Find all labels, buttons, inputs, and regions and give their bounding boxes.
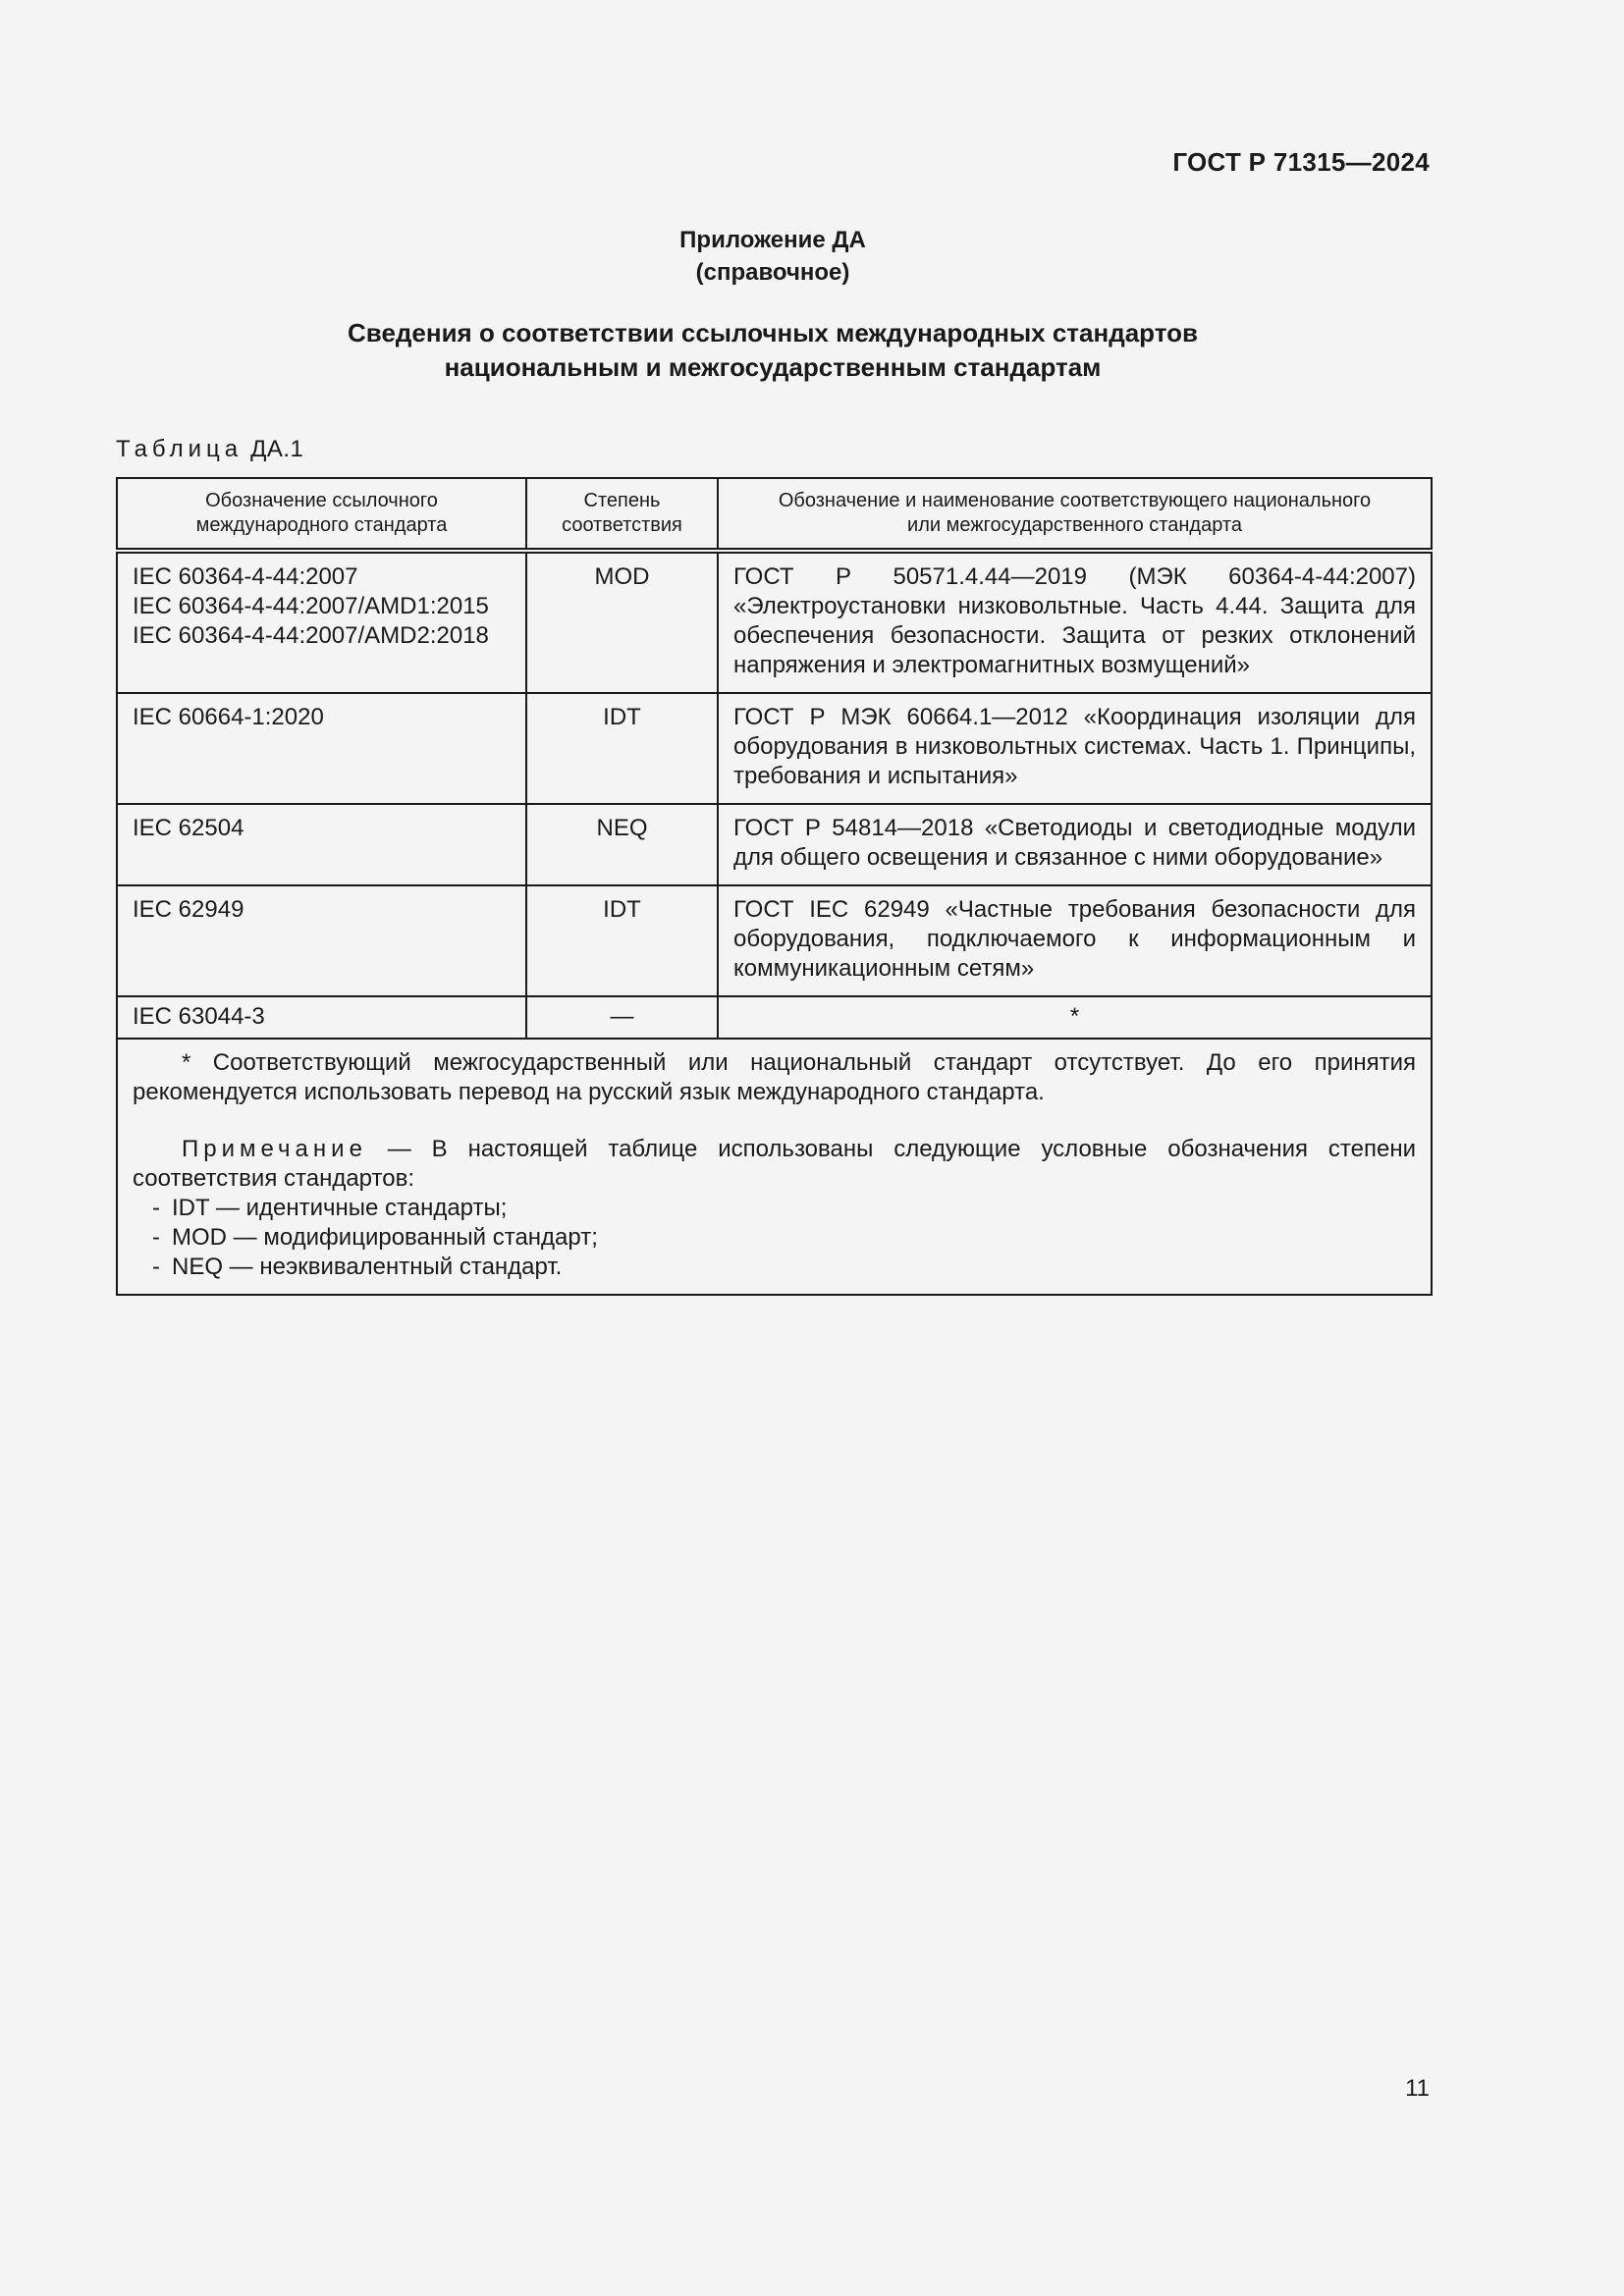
standard-code: IEC 63044-3 xyxy=(133,1003,265,1030)
cell-standard xyxy=(117,551,526,693)
page-title-line-1: Сведения о соответствии ссылочных международных стандартов xyxy=(348,318,1198,347)
standard-code: IEC 60364-4-44:2007/AMD2:2018 xyxy=(133,622,489,649)
legend-item: - NEQ — неэквивалентный стандарт. xyxy=(152,1254,563,1280)
header-line: соответствия xyxy=(562,514,682,536)
notes-row xyxy=(117,1039,1432,1295)
table-header-row xyxy=(117,478,1432,551)
standard-code: IEC 60664-1:2020 xyxy=(133,704,324,730)
table-caption xyxy=(116,436,303,463)
page-title xyxy=(0,316,1545,385)
document-code: ГОСТ Р 71315—2024 xyxy=(1172,147,1430,177)
table-caption-word: Таблица xyxy=(116,436,244,462)
correspondence-table xyxy=(116,477,1433,1296)
table-row xyxy=(117,996,1432,1039)
standard-code: IEC 60364-4-44:2007 xyxy=(133,563,358,590)
appendix-subtitle: (справочное) xyxy=(695,259,850,286)
header-line: Обозначение и наименование соответствующего национального xyxy=(778,490,1372,511)
cell-degree: — xyxy=(526,996,718,1039)
table-row xyxy=(117,551,1432,693)
cell-standard xyxy=(117,996,526,1039)
header-international-standard xyxy=(117,478,526,551)
header-national-standard xyxy=(718,478,1432,551)
standard-code: IEC 62504 xyxy=(133,815,244,841)
cell-national: * xyxy=(718,996,1432,1039)
cell-degree: IDT xyxy=(526,693,718,804)
legend-text: IDT — идентичные стандарты; xyxy=(172,1195,508,1221)
legend-text: NEQ — неэквивалентный стандарт. xyxy=(172,1254,563,1280)
cell-degree: NEQ xyxy=(526,804,718,885)
table-row xyxy=(117,885,1432,996)
header-line: международного стандарта xyxy=(195,514,448,536)
note-label: Примечание xyxy=(182,1136,367,1162)
header-line: Степень xyxy=(583,490,661,511)
appendix-title: Приложение ДА xyxy=(679,227,866,253)
cell-standard xyxy=(117,804,526,885)
legend-item: - MOD — модифицированный стандарт; xyxy=(152,1224,598,1251)
cell-national: ГОСТ Р 50571.4.44—2019 (МЭК 60364-4-44:2007) «Электроустановки низковольтные. Часть 4.44. Защита для обеспечения безопасности. Защита от резких отклонений напряжения и электромагнитных возмущений» xyxy=(718,551,1432,693)
cell-national: ГОСТ IEC 62949 «Частные требования безопасности для оборудования, подключаемого к информационным и коммуникационным сетям» xyxy=(718,885,1432,996)
appendix-heading xyxy=(0,224,1545,289)
legend-item: - IDT — идентичные стандарты; xyxy=(152,1195,508,1221)
header-line: или межгосударственного стандарта xyxy=(907,514,1242,536)
cell-degree: MOD xyxy=(526,551,718,693)
legend-text: MOD — модифицированный стандарт; xyxy=(172,1224,598,1251)
table-row xyxy=(117,804,1432,885)
note-text: — В настоящей таблице использованы следующие условные обозначения степени соответствия стандартов: xyxy=(133,1136,1416,1192)
table-caption-number: ДА.1 xyxy=(250,436,304,462)
table-footnote: * Соответствующий межгосударственный или национальный стандарт отсутствует. До его принятия рекомендуется использовать перевод на русский язык международного стандарта. xyxy=(133,1049,1416,1105)
table-notes xyxy=(117,1039,1432,1295)
cell-national: ГОСТ Р МЭК 60664.1—2012 «Координация изоляции для оборудования в низковольтных системах. Часть 1. Принципы, требования и испытания» xyxy=(718,693,1432,804)
header-line: Обозначение ссылочного xyxy=(205,490,438,511)
cell-national: ГОСТ Р 54814—2018 «Светодиоды и светодиодные модули для общего освещения и связанное с ними оборудование» xyxy=(718,804,1432,885)
page-number: 11 xyxy=(1405,2075,1430,2102)
standard-code: IEC 60364-4-44:2007/AMD1:2015 xyxy=(133,593,489,619)
table-row xyxy=(117,693,1432,804)
cell-standard xyxy=(117,885,526,996)
table-note xyxy=(133,1135,1416,1194)
page-title-line-2: национальным и межгосударственным стандартам xyxy=(444,352,1102,382)
standard-code: IEC 62949 xyxy=(133,896,244,923)
header-degree xyxy=(526,478,718,551)
cell-standard xyxy=(117,693,526,804)
cell-degree: IDT xyxy=(526,885,718,996)
